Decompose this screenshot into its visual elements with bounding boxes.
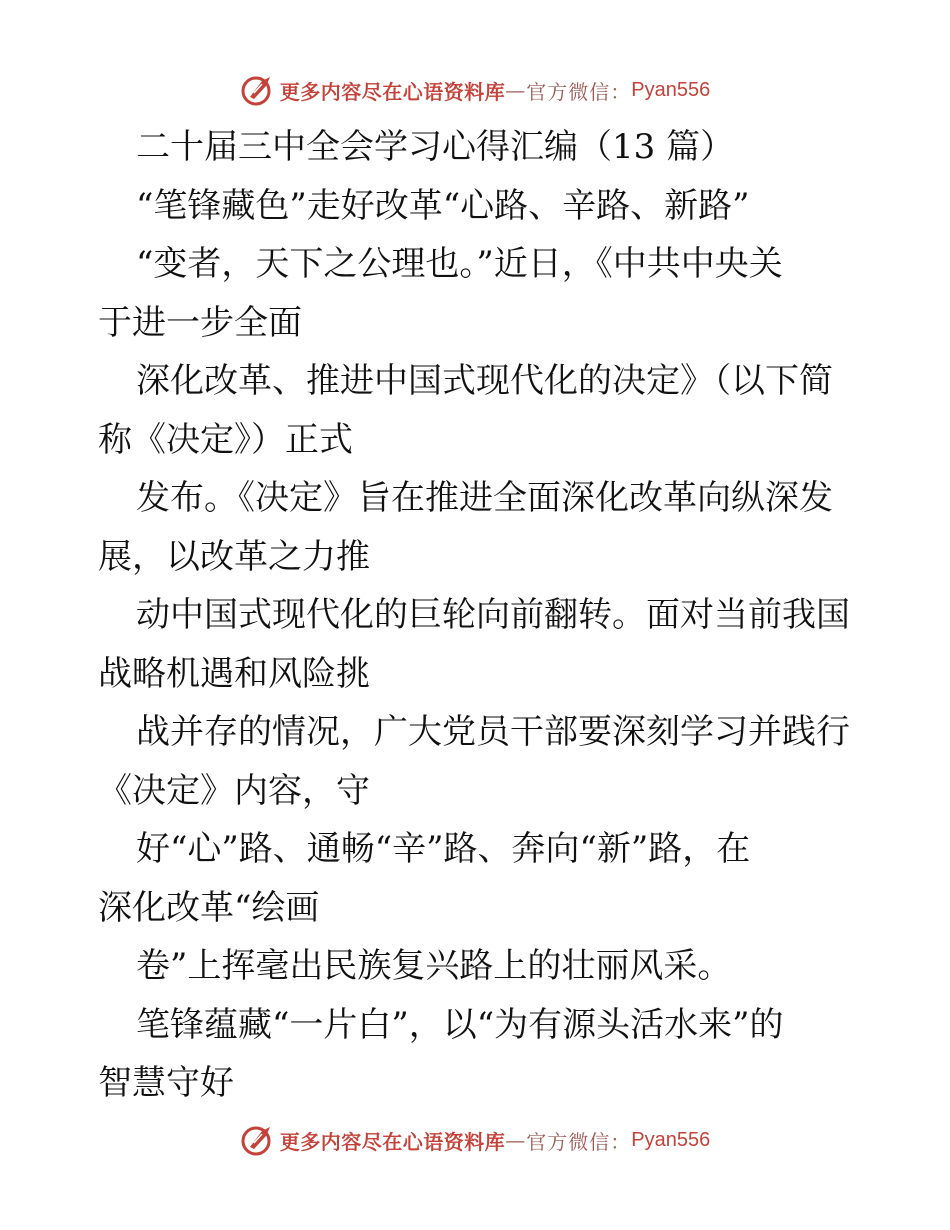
document-body	[98, 118, 858, 1113]
banner-main-text: 更多内容尽在心语资料库	[279, 79, 506, 104]
banner-wechat-id: Pyan556	[631, 78, 711, 101]
footer-banner	[0, 1120, 950, 1160]
pen-nib-logo-icon	[240, 1123, 276, 1157]
paragraph-line: 智慧守好	[98, 1063, 234, 1103]
paragraph-line: 深化改革“绘画	[98, 887, 320, 928]
banner-main-text: 更多内容尽在心语资料库	[279, 1129, 506, 1154]
paragraph-line: 战略机遇和风险挑	[98, 653, 370, 694]
paragraph-line: “变者，天下之公理也。”近日，《中共中央关	[136, 244, 783, 284]
header-banner	[0, 70, 950, 110]
paragraph-line: 卷”上挥毫出民族复兴路上的壮丽风采。	[136, 946, 732, 986]
paragraph-line: 动中国式现代化的巨轮向前翻转。面对当前我国	[136, 595, 850, 635]
banner-sub-text: 官方微信：	[526, 79, 632, 104]
pen-nib-logo-icon	[240, 73, 276, 107]
paragraph-line: 好“心”路、通畅“辛”路、奔向“新”路，在	[136, 829, 751, 869]
banner-dash: —	[505, 1128, 527, 1152]
document-title: 二十届三中全会学习心得汇编（13 篇）	[136, 127, 735, 167]
paragraph-line: 战并存的情况，广大党员干部要深刻学习并践行	[136, 712, 850, 752]
paragraph-line: 展，以改革之力推	[98, 536, 370, 577]
banner-wechat-id: Pyan556	[631, 1128, 711, 1151]
paragraph-line: 发布。《决定》旨在推进全面深化改革向纵深发	[136, 478, 833, 518]
paragraph-line: 笔锋蕴藏“一片白”，以“为有源头活水来”的	[136, 1004, 784, 1045]
banner-dash: —	[505, 78, 527, 102]
paragraph-line: 深化改革、推进中国式现代化的决定》（以下简	[136, 361, 833, 401]
banner-sub-text: 官方微信：	[526, 1129, 632, 1154]
article-title: “笔锋藏色”走好改革“心路、辛路、新路”	[136, 185, 750, 226]
paragraph-line: 于进一步全面	[98, 302, 302, 343]
paragraph-line: 称《决定》）正式	[98, 419, 353, 460]
paragraph-line: 《决定》内容，守	[98, 770, 370, 811]
